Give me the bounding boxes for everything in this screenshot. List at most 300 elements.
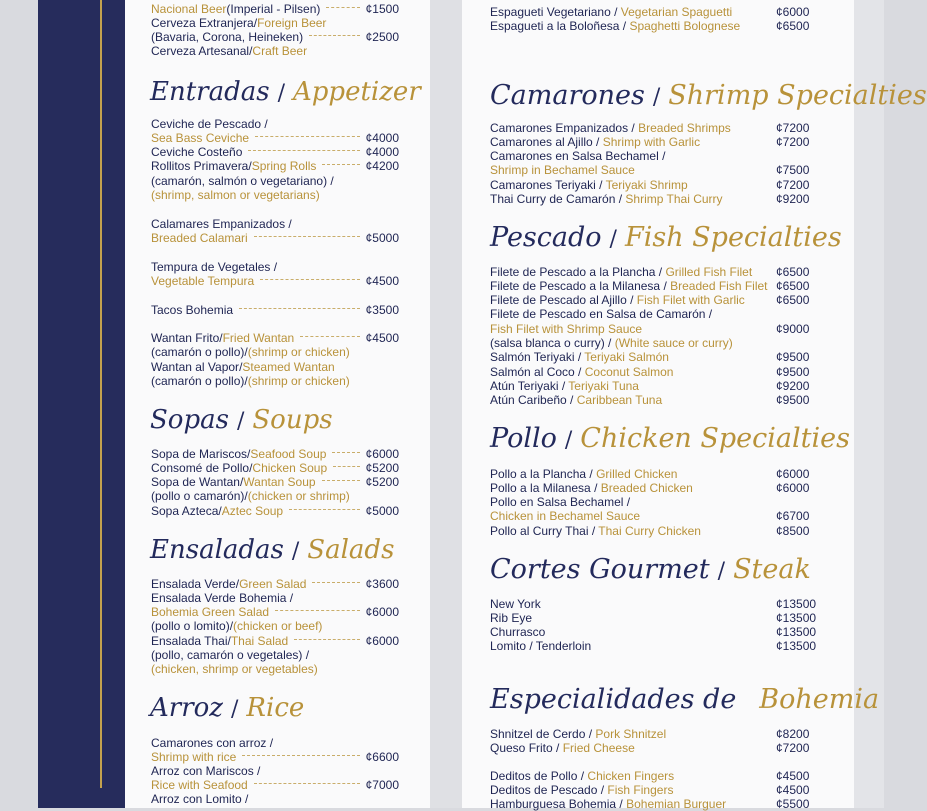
menu-item <box>151 461 399 475</box>
item-separator: / <box>588 524 599 538</box>
menu-item <box>490 769 674 783</box>
item-name-en: Breaded Shrimps <box>638 121 731 135</box>
section-title-es: Entradas <box>150 77 270 107</box>
item-price: ¢6500 <box>776 293 810 307</box>
item-name-en: Teriyaki Tuna <box>568 379 639 393</box>
item-name-en: (shrimp, salmon or vegetarians) <box>151 188 320 202</box>
item-name-es: Ensalada Verde <box>151 577 236 591</box>
dot-leader <box>294 639 359 640</box>
section-title-separator: / <box>717 559 726 584</box>
gold-vertical-rule <box>100 0 102 788</box>
page-gutter <box>430 0 462 808</box>
dot-leader <box>255 136 360 137</box>
item-name-en: Coconut Salmon <box>584 365 674 379</box>
item-name-es: Filete de Pescado a la Plancha <box>490 265 656 279</box>
section-title-es: Sopas <box>150 405 229 435</box>
item-price: ¢4500 <box>776 769 810 783</box>
item-name-en: Sea Bass Ceviche <box>151 131 250 145</box>
navy-side-band <box>38 0 125 808</box>
item-name-en: Thai Curry Chicken <box>598 524 701 538</box>
item-separator: / <box>218 504 222 518</box>
menu-item <box>490 307 712 321</box>
dot-leader <box>242 755 359 756</box>
item-name-es: (camarón o pollo) <box>151 374 245 388</box>
item-name-en: Spaghetti Bolognese <box>629 19 741 33</box>
item-separator: / <box>655 265 666 279</box>
item-price: ¢8500 <box>776 524 810 538</box>
dot-leader <box>289 509 360 510</box>
menu-item <box>151 750 399 764</box>
menu-item <box>151 131 399 145</box>
section-heading <box>490 554 811 588</box>
menu-item <box>490 467 677 481</box>
item-price: ¢1500 <box>365 2 399 16</box>
dot-leader <box>322 164 359 165</box>
item-name-es: Tacos Bohemia <box>151 303 234 317</box>
item-separator: / <box>626 293 637 307</box>
menu-item <box>151 447 399 461</box>
item-separator: / <box>619 19 630 33</box>
menu-item <box>151 662 399 676</box>
item-price: ¢7200 <box>776 741 810 755</box>
section-heading <box>490 684 879 718</box>
menu-item <box>490 265 752 279</box>
menu-item <box>490 293 745 307</box>
item-price: ¢5200 <box>365 461 399 475</box>
item-name-en: Shrimp Thai Curry <box>625 192 723 206</box>
item-name-en: Spring Rolls <box>251 159 317 173</box>
menu-item <box>151 634 399 648</box>
menu-item <box>151 260 399 274</box>
item-separator: / <box>219 331 223 345</box>
item-name-en: Nacional Beer <box>151 2 227 16</box>
menu-item <box>490 783 673 797</box>
section-title-separator: / <box>277 81 286 106</box>
item-name-es: Camarones con arroz / <box>151 736 274 750</box>
item-name-es: Espagueti Vegetariano <box>490 5 611 19</box>
dot-leader <box>326 7 359 8</box>
menu-item <box>490 625 545 639</box>
item-price: ¢6000 <box>776 467 810 481</box>
menu-item <box>151 591 399 605</box>
menu-item <box>490 19 740 33</box>
item-price: ¢9000 <box>776 322 810 336</box>
menu-item <box>490 279 768 293</box>
item-separator: / <box>229 619 234 633</box>
item-name-en: Green Salad <box>239 577 307 591</box>
menu-item <box>151 44 399 58</box>
menu-item <box>151 792 399 806</box>
item-price: ¢7200 <box>776 178 810 192</box>
section-title-en: Bohemia <box>759 684 880 715</box>
item-name-en: Breaded Calamari <box>151 231 248 245</box>
menu-item <box>151 489 399 503</box>
item-name-es: Pollo a la Milanesa <box>490 481 591 495</box>
menu-item <box>151 174 399 188</box>
item-name-es: (pollo o camarón) <box>151 489 245 503</box>
section-heading <box>490 423 850 457</box>
item-price: ¢13500 <box>776 611 817 625</box>
item-name-en: (chicken or beef) <box>233 619 323 633</box>
section-title-es: Ensaladas <box>150 535 284 565</box>
item-name-en: Fish Filet with Garlic <box>636 293 745 307</box>
item-name-es: Ensalada Thai <box>151 634 228 648</box>
item-name-en: Grilled Chicken <box>596 467 678 481</box>
item-name-en: Aztec Soup <box>221 504 284 518</box>
section-title-space <box>744 689 751 714</box>
section-title-en: Shrimp Specialties <box>668 80 927 111</box>
item-separator: / <box>235 577 240 591</box>
menu-item <box>151 2 399 16</box>
menu-item <box>490 797 726 811</box>
item-name-es: (salsa blanca o curry) <box>490 336 605 350</box>
section-title-es: Pescado <box>490 222 602 253</box>
item-name-es: Camarones Teriyaki <box>490 178 596 192</box>
item-separator: / <box>244 489 248 503</box>
item-name-es: Camarones al Ajillo <box>490 135 593 149</box>
item-name-en: Breaded Fish Filet <box>670 279 768 293</box>
item-name-es: Rollitos Primavera <box>151 159 249 173</box>
section-heading <box>490 80 927 114</box>
menu-item <box>490 524 701 538</box>
item-price: ¢2500 <box>365 30 399 44</box>
item-name-en: Teriyaki Shrimp <box>605 178 688 192</box>
menu-item <box>151 504 399 518</box>
item-separator: / <box>574 350 585 364</box>
menu-item <box>151 619 399 633</box>
item-name-es: Tempura de Vegetales / <box>151 260 278 274</box>
section-heading <box>150 534 394 568</box>
menu-item <box>151 231 399 245</box>
dot-leader <box>248 150 359 151</box>
item-name-en: (White sauce or curry) <box>614 336 733 350</box>
item-price: ¢6500 <box>776 279 810 293</box>
item-name-en: Breaded Chicken <box>600 481 693 495</box>
item-name-es: Thai Curry de Camarón <box>490 192 616 206</box>
item-price: ¢4000 <box>365 145 399 159</box>
section-title-separator: / <box>652 85 661 110</box>
item-name-es: Atún Caribeño <box>490 393 567 407</box>
item-name-es: Ceviche Costeño <box>151 145 243 159</box>
item-price: ¢3500 <box>365 303 399 317</box>
item-name-en: (shrimp or chicken) <box>247 345 350 359</box>
menu-item <box>151 374 399 388</box>
menu-item <box>151 764 399 778</box>
item-name-es: (pollo, camarón o vegetales) / <box>151 648 310 662</box>
item-price: ¢9200 <box>776 192 810 206</box>
item-separator: / <box>615 192 626 206</box>
item-name-en: Craft Beer <box>252 44 308 58</box>
menu-item <box>490 481 693 495</box>
item-separator: / <box>586 467 597 481</box>
item-price: ¢6000 <box>365 634 399 648</box>
dot-leader <box>254 783 360 784</box>
section-title-separator: / <box>609 227 617 252</box>
item-name-es: Lomito / Tenderloin <box>490 639 592 653</box>
dot-leader <box>260 279 359 280</box>
item-name-es: Arroz con Lomito / <box>151 792 249 806</box>
item-name-en: Steamed Wantan <box>242 360 335 374</box>
item-name-es: Ensalada Verde Bohemia / <box>151 591 294 605</box>
section-heading <box>150 692 304 726</box>
menu-item <box>151 303 399 317</box>
section-title-en: Appetizer <box>293 77 421 107</box>
section-heading <box>490 222 842 256</box>
item-separator: / <box>610 5 621 19</box>
item-name-es: Camarones en Salsa Bechamel / <box>490 149 666 163</box>
menu-item <box>490 393 662 407</box>
item-price: ¢5000 <box>365 231 399 245</box>
item-separator: / <box>244 345 248 359</box>
section-title-en: Rice <box>246 693 305 723</box>
section-title-es: Camarones <box>490 80 645 111</box>
item-name-es: Consomé de Pollo <box>151 461 250 475</box>
item-separator: / <box>253 16 258 30</box>
menu-item <box>490 365 673 379</box>
dot-leader <box>309 35 360 36</box>
section-title-separator: / <box>291 539 300 564</box>
item-price: ¢3600 <box>365 577 399 591</box>
item-price: ¢13500 <box>776 625 817 639</box>
item-name-es: Queso Frito <box>490 741 553 755</box>
item-name-es: Deditos de Pescado <box>490 783 598 797</box>
section-title-en: Chicken Specialties <box>580 423 850 454</box>
menu-item <box>490 135 700 149</box>
item-name-es: Pollo a la Plancha <box>490 467 587 481</box>
item-name-en: (shrimp or chicken) <box>247 374 350 388</box>
item-name-es: Hamburguesa Bohemia <box>490 797 617 811</box>
item-separator: / <box>566 393 577 407</box>
item-separator: / <box>552 741 563 755</box>
menu-item <box>151 736 399 750</box>
item-separator: / <box>592 135 603 149</box>
item-name-es: (camarón o pollo) <box>151 345 245 359</box>
item-name-es: Churrasco <box>490 625 546 639</box>
menu-item <box>490 495 630 509</box>
item-name-en: Vegetable Tempura <box>151 274 255 288</box>
item-price: ¢6000 <box>776 5 810 19</box>
item-price: ¢9200 <box>776 379 810 393</box>
item-separator: / <box>585 727 596 741</box>
menu-item <box>151 217 399 231</box>
section-title-separator: / <box>231 697 239 722</box>
menu-item <box>151 188 399 202</box>
item-name-es: Camarones Empanizados <box>490 121 629 135</box>
menu-item <box>151 117 399 131</box>
menu-item <box>490 741 635 755</box>
item-name-es: Atún Teriyaki <box>490 379 559 393</box>
section-title-es: Especialidades de <box>490 684 737 715</box>
item-separator: / <box>590 481 601 495</box>
item-name-en: (chicken, shrimp or vegetables) <box>151 662 318 676</box>
section-heading <box>150 76 421 110</box>
item-name-en: Chicken in Bechamel Sauce <box>490 509 641 523</box>
item-price: ¢9500 <box>776 365 810 379</box>
menu-item <box>490 5 732 19</box>
menu-item <box>151 145 399 159</box>
dot-leader <box>332 452 359 453</box>
item-separator: / <box>247 447 251 461</box>
item-price: ¢6600 <box>365 750 399 764</box>
item-name-en: Wantan Soup <box>243 475 316 489</box>
item-separator: / <box>227 634 231 648</box>
menu-item <box>490 350 669 364</box>
section-title-en: Soups <box>252 405 333 435</box>
item-separator: / <box>597 783 608 797</box>
item-name-es: Shnitzel de Cerdo <box>490 727 586 741</box>
item-name-es: Salmón al Coco <box>490 365 575 379</box>
menu-item <box>151 331 399 345</box>
section-title-separator: / <box>564 428 573 453</box>
item-name-en: Thai Salad <box>230 634 289 648</box>
item-name-es: (camarón, salmón o vegetariano) / <box>151 174 334 188</box>
item-name-es: Rib Eye <box>490 611 533 625</box>
item-name-en: Rice with Seafood <box>151 778 248 792</box>
item-name-es: Wantan al Vapor <box>151 360 240 374</box>
item-separator: / <box>628 121 639 135</box>
item-price: ¢7200 <box>776 121 810 135</box>
item-name-en: Fish Filet with Shrimp Sauce <box>490 322 643 336</box>
menu-item <box>490 509 640 523</box>
dot-leader <box>275 610 360 611</box>
item-separator: / <box>249 44 253 58</box>
item-name-en: Caribbean Tuna <box>576 393 663 407</box>
menu-item <box>490 121 731 135</box>
item-price: ¢4500 <box>776 783 810 797</box>
item-price: ¢6700 <box>776 509 810 523</box>
item-price: ¢4500 <box>365 331 399 345</box>
item-name-en: Chicken Fingers <box>587 769 675 783</box>
item-name-en: Fried Cheese <box>562 741 635 755</box>
item-name-es: Calamares Empanizados / <box>151 217 292 231</box>
item-name-es: Sopa Azteca <box>151 504 219 518</box>
item-name-es: Wantan Frito <box>151 331 220 345</box>
item-price: ¢13500 <box>776 597 817 611</box>
item-name-es: Sopa de Mariscos <box>151 447 248 461</box>
item-price: ¢9500 <box>776 350 810 364</box>
dot-leader <box>333 466 360 467</box>
item-price: ¢13500 <box>776 639 817 653</box>
item-name-es: Deditos de Pollo <box>490 769 578 783</box>
item-name-en: Shrimp in Bechamel Sauce <box>490 163 635 177</box>
item-name-en: Shrimp with rice <box>151 750 237 764</box>
section-title-en: Steak <box>733 554 811 585</box>
item-separator: / <box>616 797 627 811</box>
section-heading <box>150 404 333 438</box>
item-name-en: Teriyaki Salmón <box>584 350 669 364</box>
item-name-es: Filete de Pescado al Ajillo <box>490 293 627 307</box>
item-price: ¢4500 <box>365 274 399 288</box>
item-name-es: Arroz con Mariscos / <box>151 764 261 778</box>
item-separator: / <box>604 336 615 350</box>
section-title-separator: / <box>236 409 245 434</box>
item-price: ¢6500 <box>776 19 810 33</box>
item-separator: / <box>249 461 253 475</box>
menu-item <box>490 149 665 163</box>
section-title-es: Cortes Gourmet <box>490 554 710 585</box>
menu-item <box>151 605 399 619</box>
item-separator: / <box>558 379 569 393</box>
menu-item <box>490 639 591 653</box>
item-separator: / <box>244 374 248 388</box>
item-price: ¢7500 <box>776 163 810 177</box>
menu-item <box>151 30 399 44</box>
section-title-es: Pollo <box>490 423 557 454</box>
section-title-es: Arroz <box>150 693 223 723</box>
item-price: ¢4000 <box>365 131 399 145</box>
item-price: ¢5200 <box>365 475 399 489</box>
item-name-en: Seafood Soup <box>250 447 327 461</box>
menu-item <box>151 274 399 288</box>
item-name-en: Shrimp with Garlic <box>602 135 701 149</box>
item-price: ¢7200 <box>776 135 810 149</box>
item-name-es: Pollo al Curry Thai <box>490 524 589 538</box>
item-name-es: Cerveza Extranjera <box>151 16 254 30</box>
menu-item <box>490 597 541 611</box>
item-name-es: Filete de Pescado en Salsa de Camarón / <box>490 307 713 321</box>
item-name-en: Foreign Beer <box>257 16 327 30</box>
menu-item <box>151 648 399 662</box>
dot-leader <box>312 582 359 583</box>
item-name-es: (pollo o lomito) <box>151 619 230 633</box>
menu-item <box>490 178 688 192</box>
item-name-en: Grilled Fish Filet <box>665 265 753 279</box>
item-price: ¢6000 <box>776 481 810 495</box>
menu-item <box>490 322 642 336</box>
item-separator: / <box>595 178 606 192</box>
menu-item <box>151 159 399 173</box>
menu-item <box>490 336 733 350</box>
item-name-en: Fish Fingers <box>607 783 674 797</box>
item-price: ¢6000 <box>365 447 399 461</box>
item-separator: / <box>239 475 244 489</box>
item-price: ¢4200 <box>365 159 399 173</box>
menu-item <box>490 611 532 625</box>
item-price: ¢6000 <box>365 605 399 619</box>
menu-item <box>490 192 723 206</box>
dot-leader <box>254 236 360 237</box>
menu-item <box>151 475 399 489</box>
item-price: ¢9500 <box>776 393 810 407</box>
item-separator: / <box>574 365 585 379</box>
item-price: ¢6500 <box>776 265 810 279</box>
item-price: ¢7000 <box>365 778 399 792</box>
item-name-es: Salmón Teriyaki <box>490 350 575 364</box>
item-name-en: Fried Wantan <box>222 331 295 345</box>
item-name-es: Pollo en Salsa Bechamel / <box>490 495 631 509</box>
item-price: ¢5500 <box>776 797 810 811</box>
item-price: ¢5000 <box>365 504 399 518</box>
dot-leader <box>322 480 360 481</box>
menu-item <box>490 379 639 393</box>
item-name-en: Chicken Soup <box>252 461 328 475</box>
item-name-es: Espagueti a la Boloñesa <box>490 19 620 33</box>
dot-leader <box>239 308 360 309</box>
item-name-en: Pork Shnitzel <box>595 727 667 741</box>
item-detail: (Imperial - Pilsen) <box>226 2 321 16</box>
item-name-es: New York <box>490 597 541 611</box>
item-separator: / <box>660 279 671 293</box>
item-separator: / <box>239 360 243 374</box>
menu-item <box>151 345 399 359</box>
menu-item <box>490 727 666 741</box>
item-name-es: Filete de Pescado a la Milanesa <box>490 279 661 293</box>
item-price: ¢8200 <box>776 727 810 741</box>
item-name-en: Bohemia Green Salad <box>151 605 270 619</box>
item-name-en: Vegetarian Spaguetti <box>620 5 733 19</box>
menu-item <box>151 778 399 792</box>
item-name-es: (Bavaria, Corona, Heineken) <box>151 30 304 44</box>
